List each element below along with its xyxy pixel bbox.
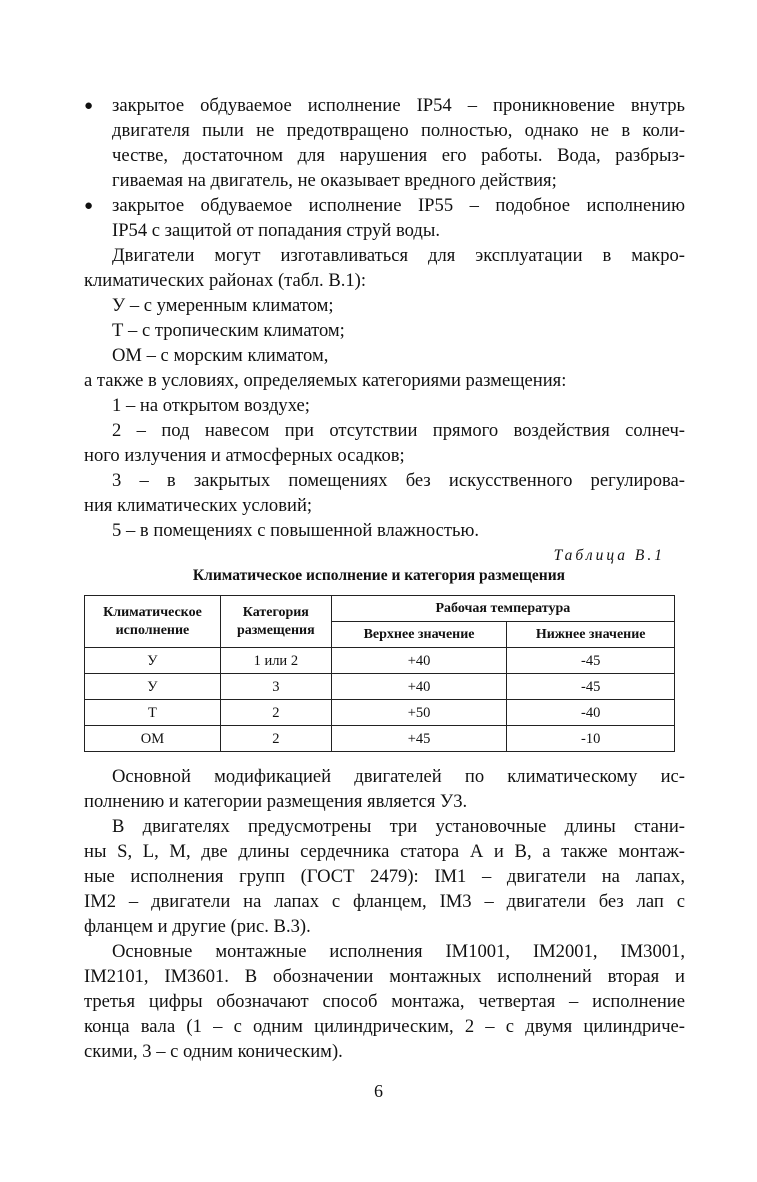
bullet-marker: ● [84, 198, 94, 214]
body-line: ОМ – с морским климатом, [112, 345, 329, 366]
climate-table [84, 595, 675, 752]
body-line: климатических районах (табл. В.1): [84, 270, 367, 291]
header-placement-category: Категория размещения [220, 596, 331, 648]
table-cell: 2 [220, 726, 331, 752]
body-line: конца вала (1 – с одним цилиндрическим, 2 – с двумя цилиндриче- [84, 1016, 685, 1037]
body-line: Двигатели могут изготавливаться для эксплуатации в макро- [112, 245, 685, 266]
table-row [85, 726, 675, 752]
bullet-1-line-1: закрытое обдуваемое исполнение IP54 – проникновение внутрь [112, 95, 685, 116]
body-line: IM2 – двигатели на лапах с фланцем, IM3 – двигатели без лап с [84, 891, 685, 912]
header-lower-value: Нижнее значение [507, 622, 675, 648]
table-cell: 2 [220, 700, 331, 726]
table-cell: -40 [507, 700, 675, 726]
table-cell: -45 [507, 674, 675, 700]
body-line: ного излучения и атмосферных осадков; [84, 445, 405, 466]
body-line: У – с умеренным климатом; [112, 295, 334, 316]
table-cell: Т [85, 700, 221, 726]
bullet-2-line-2: IP54 с защитой от попадания струй воды. [112, 220, 440, 241]
body-line: IM2101, IM3601. В обозначении монтажных исполнений вторая и [84, 966, 685, 987]
page-number: 6 [374, 1081, 383, 1101]
body-line: полнению и категории размещения является У3. [84, 791, 468, 812]
body-line: Основной модификацией двигателей по климатическому ис- [112, 766, 685, 787]
header-upper-value: Верхнее значение [331, 622, 507, 648]
body-line: фланцем и другие (рис. В.3). [84, 916, 311, 937]
table-row [85, 700, 675, 726]
header-climate-version: Климатическое исполнение [85, 596, 221, 648]
body-line: В двигателях предусмотрены три установочные длины стани- [112, 816, 685, 837]
body-line: ны S, L, M, две длины сердечника статора А и В, а также монтаж- [84, 841, 685, 862]
bullet-1-line-4: гиваемая на двигатель, не оказывает вредного действия; [112, 170, 557, 191]
body-line: 3 – в закрытых помещениях без искусственного регулирова- [112, 470, 685, 491]
table-cell: ОМ [85, 726, 221, 752]
table-number: Таблица В.1 [553, 547, 665, 564]
header-working-temperature: Рабочая температура [331, 596, 674, 622]
table-cell: У [85, 648, 221, 674]
table-row [85, 674, 675, 700]
table-cell: -45 [507, 648, 675, 674]
body-line: ния климатических условий; [84, 495, 313, 516]
body-line: 5 – в помещениях с повышенной влажностью. [112, 520, 480, 541]
table-title: Климатическое исполнение и категория размещения [192, 567, 566, 584]
table-cell: +40 [331, 648, 507, 674]
bullet-1-line-2: двигателя пыли не предотвращено полностью, однако не в коли- [112, 120, 685, 141]
table-cell: 3 [220, 674, 331, 700]
table-cell: 1 или 2 [220, 648, 331, 674]
body-line: третья цифры обозначают способ монтажа, четвертая – исполнение [84, 991, 685, 1012]
body-line: а также в условиях, определяемых категориями размещения: [84, 370, 567, 391]
body-line: скими, 3 – с одним коническим). [84, 1041, 343, 1062]
body-line: ные исполнения групп (ГОСТ 2479): IM1 – двигатели на лапах, [84, 866, 685, 887]
body-line: 2 – под навесом при отсутствии прямого воздействия солнеч- [112, 420, 685, 441]
bullet-marker: ● [84, 98, 94, 114]
table-cell: +45 [331, 726, 507, 752]
bullet-2-line-1: закрытое обдуваемое исполнение IP55 – подобное исполнению [112, 195, 685, 216]
body-line: Т – с тропическим климатом; [112, 320, 345, 341]
body-line: 1 – на открытом воздухе; [112, 395, 310, 416]
body-line: Основные монтажные исполнения IM1001, IM2001, IM3001, [112, 941, 685, 962]
table-cell: -10 [507, 726, 675, 752]
table-row [85, 648, 675, 674]
table-cell: +40 [331, 674, 507, 700]
table-cell: +50 [331, 700, 507, 726]
table-cell: У [85, 674, 221, 700]
bullet-1-line-3: честве, достаточном для нарушения его работы. Вода, разбрыз- [112, 145, 685, 166]
